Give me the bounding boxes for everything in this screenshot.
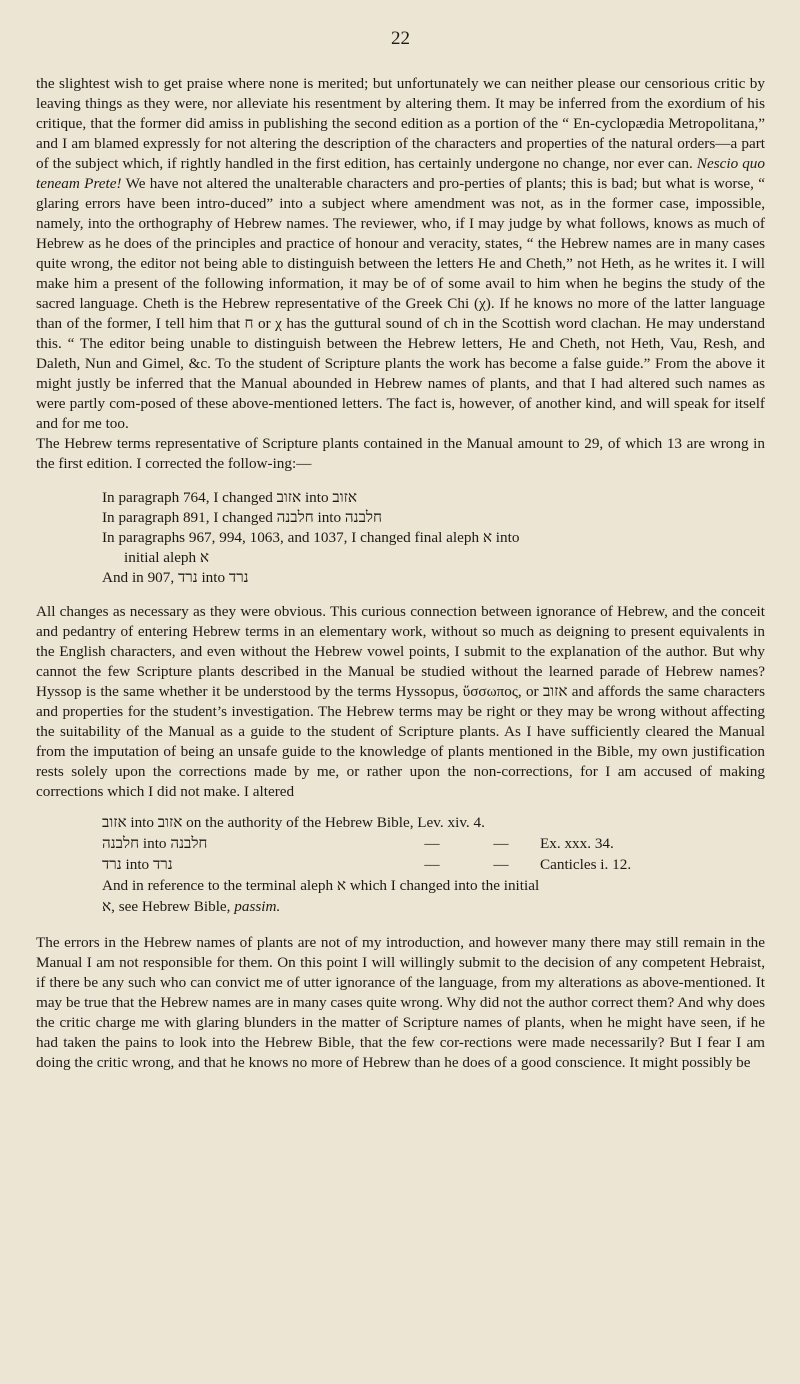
ditto-dash: — [424,835,440,852]
alteration-line: And in reference to the terminal aleph א which I changed into the initial [102,877,540,894]
paragraph-1-text: the slightest wish to get praise where none is merited; but unfortunately we can neither please our censorious critic by leaving things as they were, nor alleviate his resentment by altering them. It may be inferred from the exordium of his critique, that the former did amiss in publishing the second edition as a portion of the “ En-cyclopædia Metropolitana,” and I am blamed expressly for not altering the description of the characters and properties of the natural orders—a part of the subject which, if rightly handled in the first edition, has certainly undergone no change, nor ever can. [36,75,765,172]
paragraph-1-continued: We have not altered the unalterable characters and pro-perties of plants; this is bad; but what is worse, “ glaring errors have been intro-duced” into a subject where amendment was not, as in the former case, impossible, namely, into the orthography of Hebrew names. The reviewer, who, if I may judge by what follows, knows as much of Hebrew as he does of the principles and practice of honour and veracity, states, “ the Hebrew names are in many cases quite wrong, the editor not being able to distinguish between the letters He and Cheth,” not Heth, as he writes it. I will make him a present of the following information, it may be of of some avail to him when he begins the study of the sacred language. Cheth is the Hebrew representative of the Greek Chi (χ). If he knows no more of the latter language than of the former, I tell him that ח or χ has the guttural sound of ch in the Scottish word clachan. He may understand this. “ The editor being unable to distinguish between the Hebrew letters, He and Cheth, not Heth, Vau, Resh, and Daleth, Nun and Gimel, &c. To the student of Scripture plants the work has become a false guide.” From the above it might justly be inferred that the Manual abounded in Hebrew names of plants, and that I had altered such names as were partly com-posed of these above-mentioned letters. The fact is, however, of another kind, and will speak for itself and for me too. [36,175,765,432]
paragraph-1 [36,74,765,434]
alteration-line [102,854,765,875]
alteration-line [102,896,765,917]
correction-line: In paragraphs 967, 994, 1063, and 1037, I changed final aleph א into [102,529,520,546]
corrections-list [102,488,765,588]
alteration-terms: חלבנה into חלבנה [102,835,208,852]
alteration-line: אזוב into אזוב on the authority of the Hebrew Bible, Lev. xiv. 4. [102,814,485,831]
ditto-dash: — [493,835,509,852]
alteration-text: א, see Hebrew Bible, [102,898,231,915]
correction-line: In paragraph 891, I changed חלבנה into חלבנה [102,509,383,526]
alteration-line [102,833,765,854]
alteration-reference: Canticles i. 12. [540,856,632,873]
alterations-list [102,812,765,917]
correction-line: initial aleph א [124,549,210,566]
page-number: 22 [391,28,410,49]
correction-line: And in 907, נרד into נרד [102,569,249,586]
latin-quote: Nescio quo teneam Prete! [36,155,765,192]
alteration-reference: Ex. xxx. 34. [540,835,614,852]
body-text-2 [36,602,765,802]
ditto-dash: — [424,856,440,873]
alteration-terms: נרד into נרד [102,856,173,873]
paragraph-2: The Hebrew terms representative of Scripture plants contained in the Manual amount to 29, of which 13 are wrong in the first edition. I corrected the follow-ing:— [36,435,765,472]
paragraph-4: The errors in the Hebrew names of plants are not of my introduction, and however many there may still remain in the Manual I am not responsible for them. On this point I will willingly submit to the decision of any competent Hebraist, if there be any such who can convict me of utter ignorance of the language, from my alterations as above-mentioned. It may be true that the Hebrew names are in many cases quite wrong. Why did not the author correct them? And why does the critic charge me with glaring blunders in the matter of Scripture names of plants, when he might have seen, if he had taken the pains to look into the Hebrew Bible, that the few cor-rections were made necessarily? But I fear I am doing the critic wrong, and that he knows no more of Hebrew than he does of a good conscience. It might possibly be [36,934,765,1071]
ditto-dash: — [493,856,509,873]
correction-line: In paragraph 764, I changed אזוב into אזוב [102,489,357,506]
body-text [36,74,765,474]
body-text-3 [36,933,765,1073]
paragraph-3: All changes as necessary as they were obvious. This curious connection between ignorance of Hebrew, and the conceit and pedantry of entering Hebrew terms in an elementary work, without so much as deigning to present equivalents in the English characters, and even without the Hebrew vowel points, I submit to the explanation of the author. But why cannot the few Scripture plants described in the Manual be studied without the learned parade of Hebrew names? Hyssop is the same whether it be understood by the terms Hyssopus, ὕσσωπος, or אזוב and affords the same characters and properties for the student’s investigation. The Hebrew terms may be right or they may be wrong without affecting the suitability of the Manual as a guide to the student of Scripture plants. As I have sufficiently cleared the Manual from the imputation of being an unsafe guide to the knowledge of plants mentioned in the Bible, my own justification rests solely upon the corrections made by me, or rather upon the non-corrections, for I am accused of making corrections which I did not make. I altered [36,603,766,800]
passim-italic: passim. [234,898,281,915]
